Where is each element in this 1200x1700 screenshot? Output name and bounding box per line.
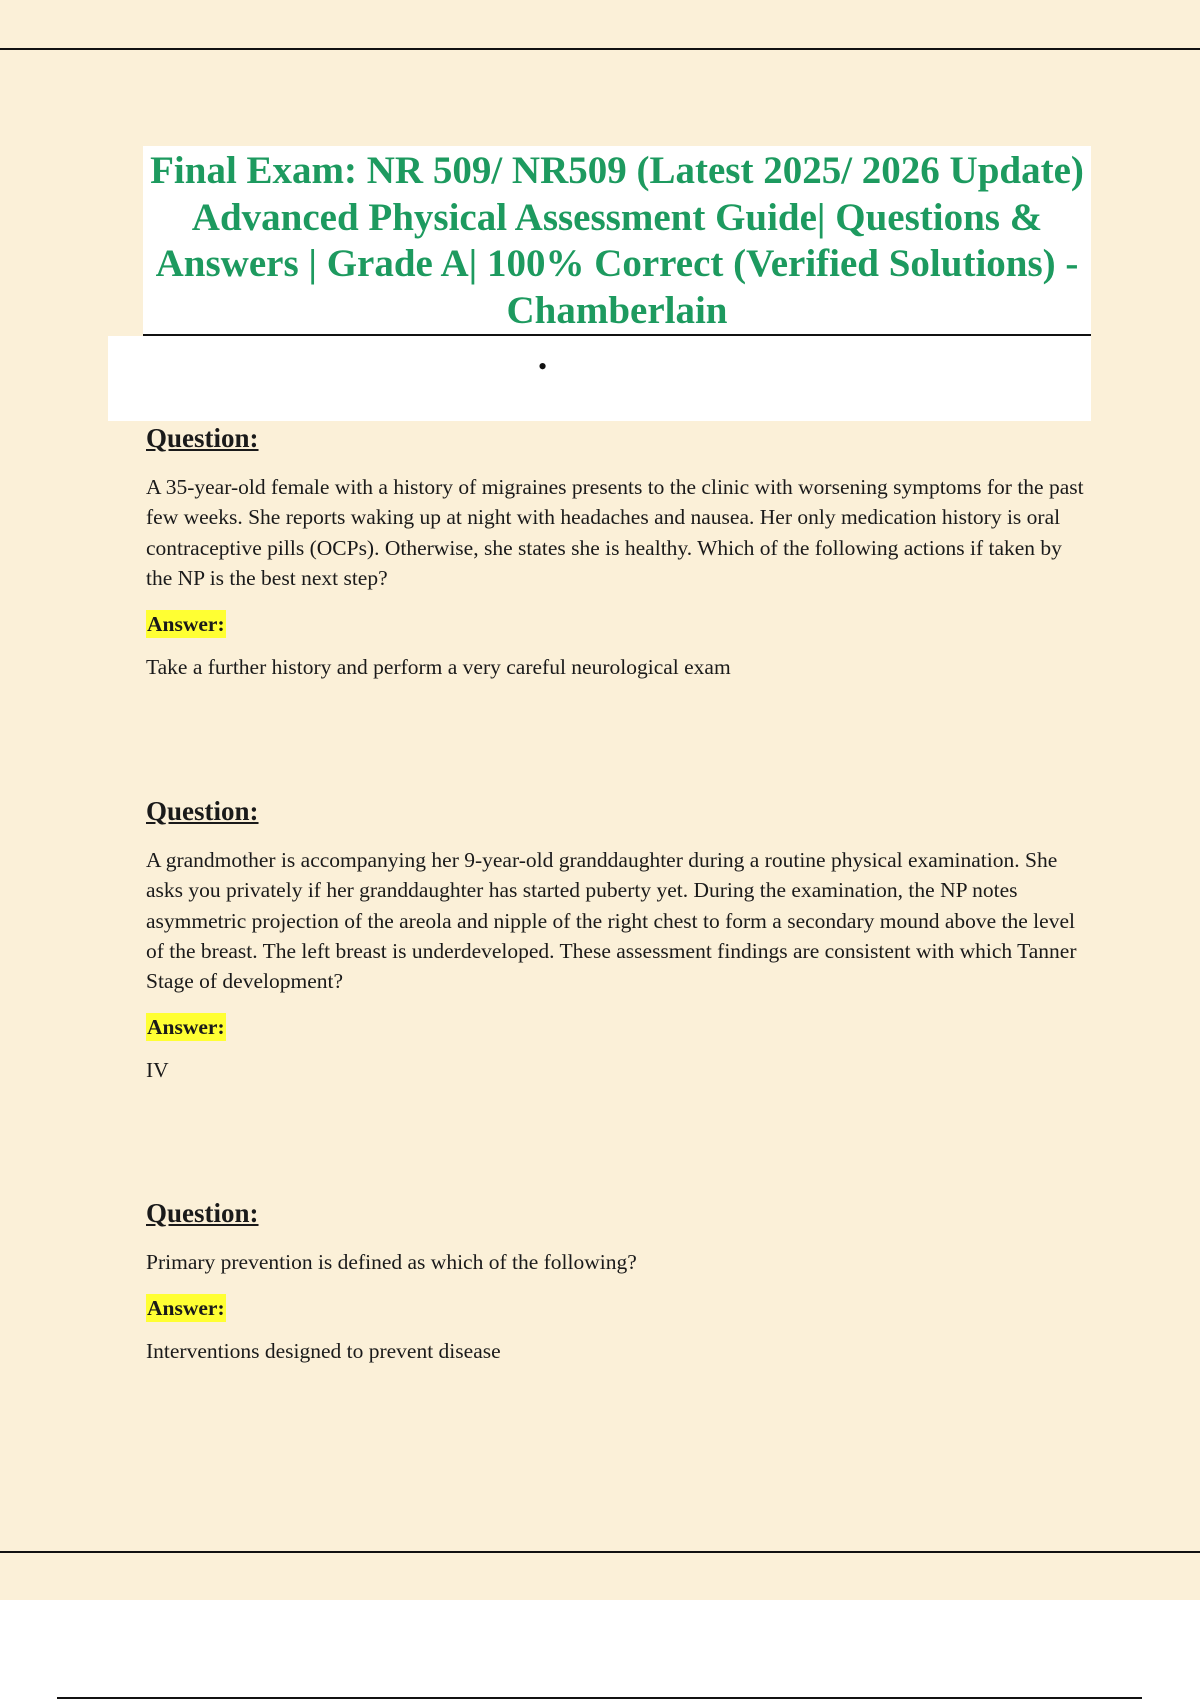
title-subblock: [108, 336, 1091, 421]
document-title: Final Exam: NR 509/ NR509 (Latest 2025/ 2026 Update) Advanced Physical Assessment Guide| Questions & Answers | Grade A| 100% Correct (Verified Solutions) - Chamberlain: [150, 149, 1084, 332]
question-text: A grandmother is accompanying her 9-year-old granddaughter during a routine physical examination. She asks you privately if her granddaughter has started puberty yet. During the examination, the NP notes asymmetric projection of the areola and nipple of the right chest to form a secondary mound above the level of the breast. The left breast is underdeveloped. These assessment findings are consistent with which Tanner Stage of development?: [146, 848, 1077, 994]
answer-text: IV: [146, 1058, 169, 1083]
question-label: Question:: [146, 1198, 259, 1228]
question-text: Primary prevention is defined as which of the following?: [146, 1250, 637, 1274]
answer-text: Take a further history and perform a very careful neurological exam: [146, 655, 731, 680]
answer-label: Answer:: [147, 612, 225, 637]
title-block: [143, 146, 1091, 336]
question-text: A 35-year-old female with a history of migraines presents to the clinic with worsening symptoms for the past few weeks. She reports waking up at night with headaches and nausea. Her only medication history is oral contraceptive pills (OCPs). Otherwise, she states she is healthy. Which of the following actions if taken by the NP is the best next step?: [146, 475, 1084, 590]
answer-text: Interventions designed to prevent disease: [146, 1339, 501, 1364]
qa-item-3: [146, 1197, 1091, 1366]
footer-rule: [57, 1697, 1142, 1699]
answer-label: Answer:: [147, 1296, 225, 1321]
top-rule: [0, 48, 1200, 50]
bullet-point: •: [538, 352, 548, 381]
answer-label: Answer:: [147, 1015, 225, 1040]
qa-item-2: [146, 795, 1091, 1085]
question-label: Question:: [146, 423, 259, 453]
question-label: Question:: [146, 796, 259, 826]
page-bottom-rule: [0, 1551, 1200, 1553]
qa-item-1: [146, 422, 1091, 682]
